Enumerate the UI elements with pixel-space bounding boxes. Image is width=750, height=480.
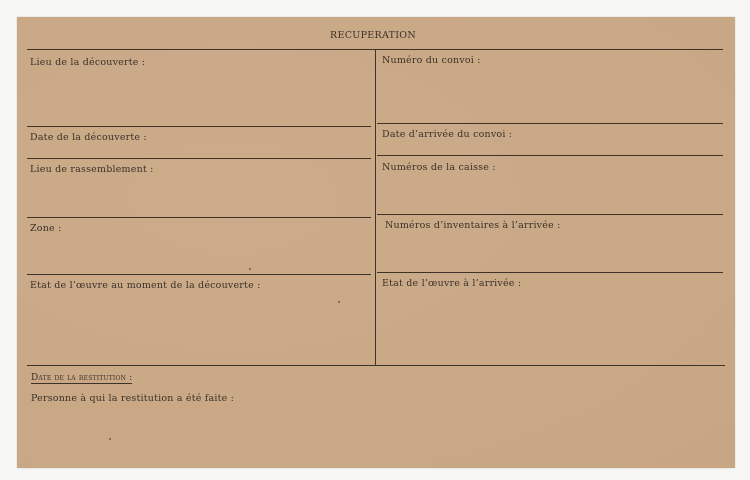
field-label-lieu-rassemblement: Lieu de rassemblement :: [30, 164, 154, 175]
field-label-date-decouverte: Date de la découverte :: [30, 132, 147, 143]
field-label-numeros-caisse: Numéros de la caisse :: [382, 162, 496, 173]
divider-left-3: [27, 217, 371, 218]
paper-speck: [249, 268, 251, 270]
field-label-etat-arrivee: Etat de l’œuvre à l’arrivée :: [382, 278, 522, 289]
field-label-lieu-decouverte: Lieu de la découverte :: [30, 57, 146, 68]
form-title: RECUPERATION: [330, 30, 416, 41]
restitution-date-label: Date de la restitution :: [31, 373, 133, 383]
field-label-zone: Zone :: [30, 223, 62, 234]
divider-right-1: [377, 123, 723, 124]
paper-speck: [109, 438, 111, 440]
field-label-numero-convoi: Numéro du convoi :: [382, 55, 481, 66]
field-label-date-arrivee: Date d’arrivée du convoi :: [382, 129, 513, 140]
divider-left-1: [27, 126, 371, 127]
divider-right-2: [377, 155, 723, 156]
field-label-numeros-inventaires: Numéros d’inventaires à l’arrivée :: [385, 220, 561, 231]
divider-right-3: [377, 214, 723, 215]
restitution-person-label: Personne à qui la restitution a été faite :: [31, 393, 235, 404]
column-divider: [375, 50, 376, 365]
field-label-etat-decouverte: Etat de l’œuvre au moment de la découverte :: [30, 280, 261, 291]
divider-left-2: [27, 158, 371, 159]
paper-speck: [338, 301, 340, 303]
divider-left-4: [27, 274, 371, 275]
divider-right-4: [377, 272, 723, 273]
record-card: [17, 17, 735, 468]
restitution-divider: [27, 365, 725, 366]
